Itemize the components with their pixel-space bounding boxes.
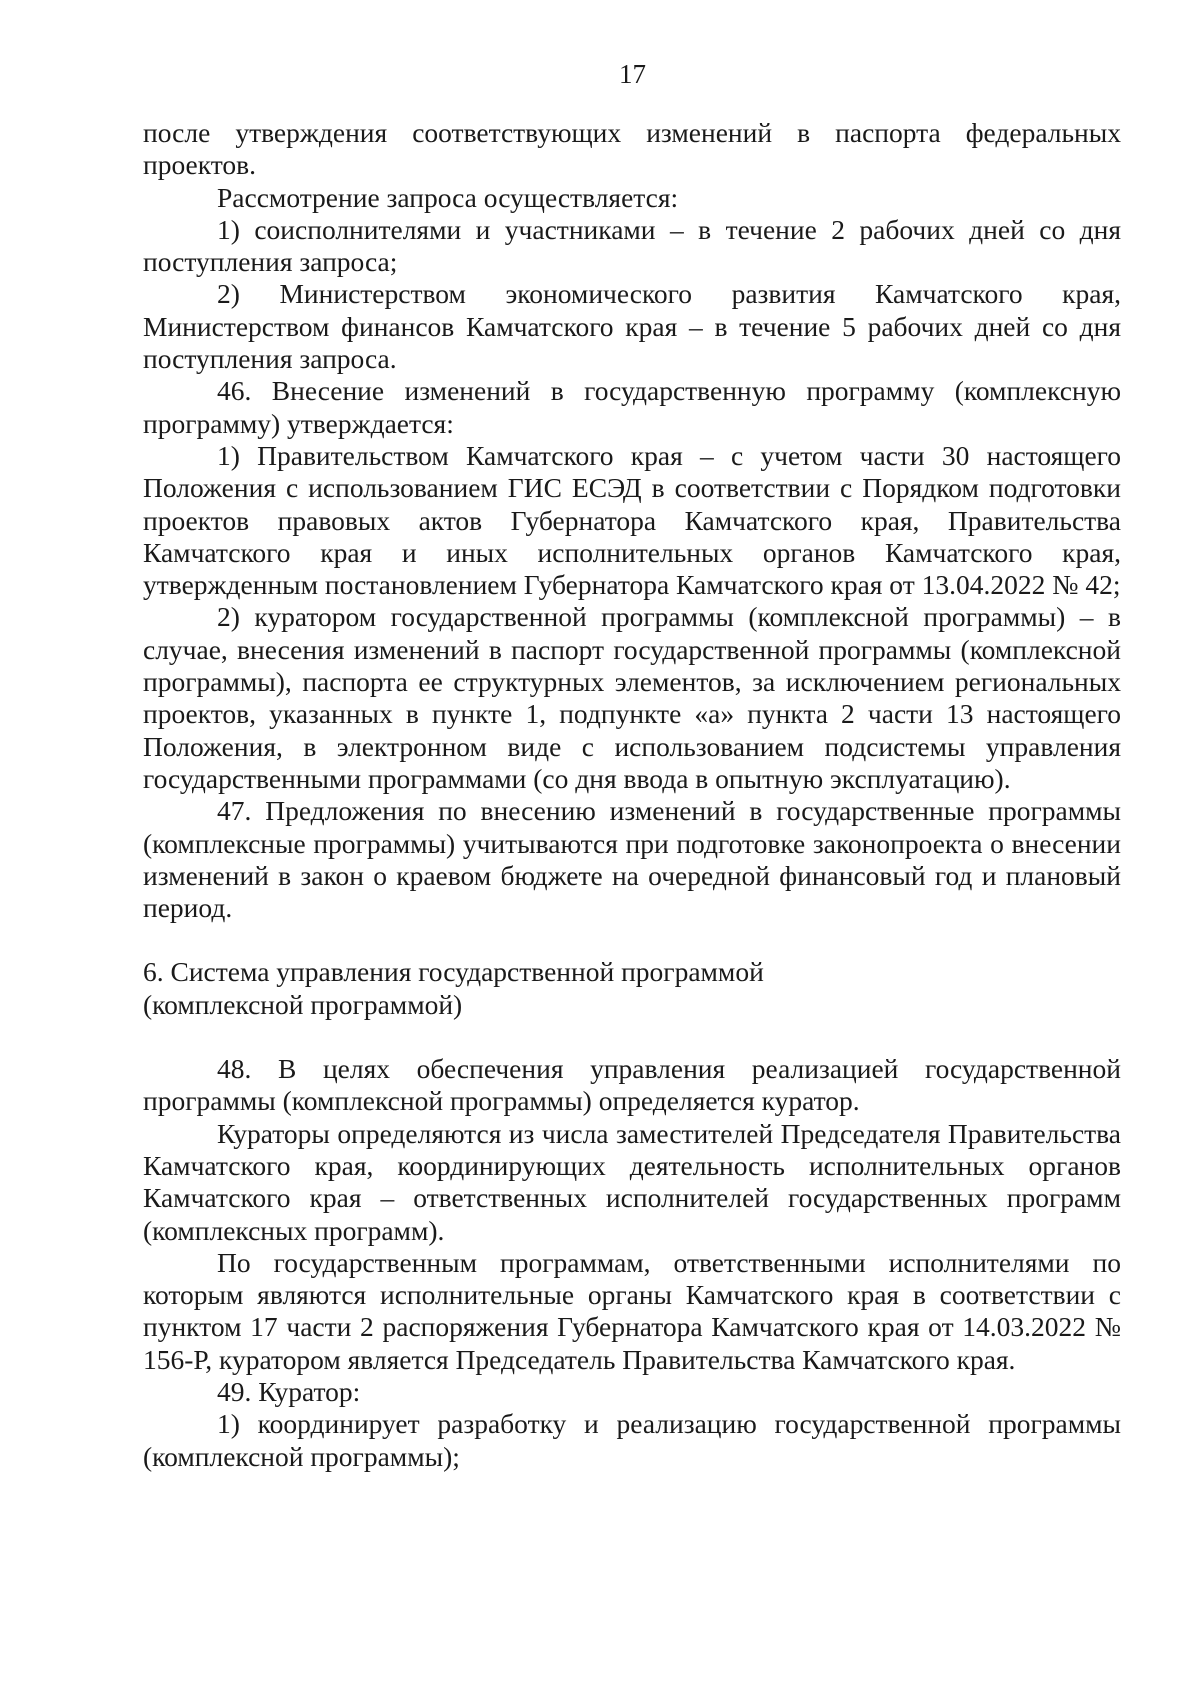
paragraph-request-review: Рассмотрение запроса осуществляется: — [217, 181, 679, 213]
page-number: 17 — [619, 59, 646, 89]
section-heading — [143, 956, 1121, 1021]
paragraph-47: 47. Предложения по внесению изменений в государственные программы (комплексные программы) учитываются при подготовке законопроекта о внесении изменений в закон о краевом бюджете на очередной финансовый год и плановый период. — [143, 795, 1121, 924]
paragraph-49: 49. Куратор: — [217, 1375, 361, 1407]
list-item-government: 1) Правительством Камчатского края – с учетом части 30 настоящего Положения с использованием ГИС ЕСЭД в соответствии с Порядком подготовки проектов правовых актов Губернатора Камчатского края, Правительства Камчатского края и иных исполнительных органов Камчатского края, утвержденным постановлением Губернатора Камчатского края от 13.04.2022 № 42; — [143, 439, 1121, 601]
paragraph-46: 46. Внесение изменений в государственную программу (комплексную программу) утверждается: — [143, 375, 1121, 439]
list-item-ministries: 2) Министерством экономического развития Камчатского края, Министерством финансов Камчатского края – в течение 5 рабочих дней со дня поступления запроса. — [143, 278, 1121, 375]
list-item-co-executors: 1) соисполнителями и участниками – в течение 2 рабочих дней со дня поступления запроса; — [143, 213, 1121, 278]
document-body — [143, 117, 1121, 1473]
paragraph-curators: Кураторы определяются из числа заместителей Председателя Правительства Камчатского края, координирующих деятельность исполнительных органов Камчатского края – ответственных исполнителей государственных программ (комплексных программ). — [143, 1117, 1121, 1246]
section-heading-line2: (комплексной программой) — [143, 988, 463, 1020]
paragraph-chairman-curator: По государственным программам, ответственными исполнителями по которым являются исполнительные органы Камчатского края в соответствии с пунктом 17 части 2 распоряжения Губернатора Камчатского края от 14.03.2022 № 156-Р, куратором является Председатель Правительства Камчатского края. — [143, 1246, 1121, 1375]
section-heading-line1: 6. Система управления государственной программой — [143, 956, 764, 988]
paragraph-continuation: после утверждения соответствующих изменений в паспорта федеральных проектов. — [143, 117, 1121, 181]
list-item-coordinates: 1) координирует разработку и реализацию государственной программы (комплексной программы); — [143, 1408, 1121, 1472]
paragraph-48: 48. В целях обеспечения управления реализацией государственной программы (комплексной программы) определяется куратор. — [143, 1053, 1121, 1117]
list-item-curator: 2) куратором государственной программы (комплексной программы) – в случае, внесения изменений в паспорт государственной программы (комплексной программы), паспорта ее структурных элементов, за исключением региональных проектов, указанных в пункте 1, подпункте «а» пункта 2 части 13 настоящего Положения, в электронном виде с использованием подсистемы управления государственными программами (со дня ввода в опытную эксплуатацию). — [143, 601, 1121, 794]
